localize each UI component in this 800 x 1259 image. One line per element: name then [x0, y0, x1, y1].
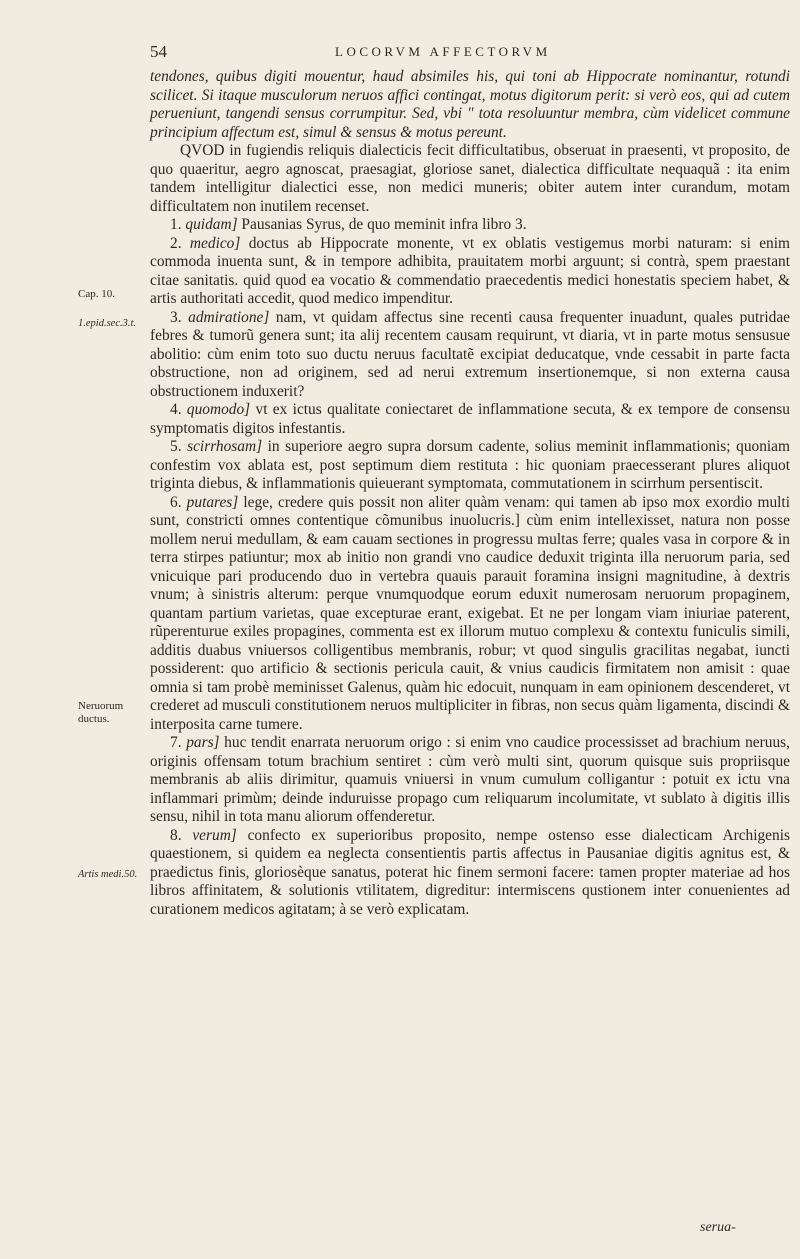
note-7: 7. pars] huc tendit enarrata neruorum origo : si enim vno caudice processisset ad brachium neruus, originis offensam totum brachium sentiret : cùm verò multi sint, quorum quisque suis propriisque membranis ab aliis dirimitur, quamuis vniuersi in vnum cumulum colligantur : potuit ex ictu vna inflammari primùm; deinde induruisse propago cum reliquarum incolumitate, vt sublato à digitis illis sensu, nihil in tota manu aliorum offenderetur. — [150, 734, 790, 825]
note-lemma: medico] — [189, 234, 241, 252]
note-2: 2. medico] doctus ab Hippocrate monente, vt ex oblatis vestigemus morbi naturam: si enim commoda inuenta sunt, & in tempore adhibita, prauitatem morbi arguunt; si contrà, spem praestant citae sanitatis. quid quod ea vocatio & commendatio praecedentis medici honestatis speciem habet, & artis authoritati accedit, quod medico impenditur. — [150, 234, 790, 307]
note-4: 4. quomodo] vt ex ictus qualitate coniectaret de inflammatione secuta, & ex tempore de consensu symptomatis digitos infestantis. — [150, 401, 790, 437]
note-lemma: quomodo] — [186, 401, 251, 418]
note-5: 5. scirrhosam] in superiore aegro supra dorsum cadente, solius meminit inflammationis; quoniam confestim vox ablata est, post septimum diem restituta : hic quoniam praecesserant plures aliquot triginta diebus, & inflammationis quieuerant symptomata, commutationem in scirrhum persentiscit. — [150, 438, 790, 492]
note-8: 8. verum] confecto ex superioribus proposito, nempe ostenso esse dialecticam Archigenis quaestionem, si quidem ea neglecta consentientis partis affectus in Pausaniae digitis agnitus est, & praedictus finis, gloriosèque sanatus, poterat hic finem sermoni facere: tamen propter materiae ad hos libros affinitatem, & solutionis vtilitatem, digreditur: intermiscens qustionem inter conuenientes ad curationem medicos agitatam; à se verò explicatam. — [150, 826, 790, 918]
margin-note-epid: 1.epid.sec.3.t. — [78, 318, 137, 329]
note-lemma: scirrhosam] — [187, 438, 263, 455]
margin-note-neruorum: Neruorum ductus. — [78, 700, 124, 725]
commentary-paragraph: QVOD in fugiendis reliquis dialecticis fecit difficultatibus, obseruat in praesenti, vt proposito, de quo quaeritur, aegro agnoscat, praesagiat, gloriose sanet, dialectica difficultate nequaquã : ita enim tandem intelligitur dialectici esse, non medici muneris; obiter autem inter curandum, motam difficultatem non inutilem recenset. — [150, 142, 790, 215]
page-header — [150, 42, 770, 64]
note-6: 6. putares] lege, credere quis possit non aliter quàm venam: qui tamen ab ipso mox exordio multi sunt, constricti omnes contentique cõmunibus inuolucris.] cùm enim intellexisset, natura non posse mollem nerui medullam, & eam cauam sectiones in progressu multas ferre; quales vasa in corpore & in terra stirpes patiuntur; mox ab initio non grandi vno caudice deduxit triginta illa neruorum paria, sed vnicuique pari producendo duo in vertebra quauis parauit foramina insigni magnitudine, à dextris vnum; à sinistris alterum: perque vnumquodque eorum eduxit numerosam neruorum propaginem, quantam partium varietas, quae excepturae erant, exigebat. Et ne per longam viam iniuriae paterent, rũperenturue exiles propagines, commenta est ex illorum mutuo complexu & contextu funiculis simili, additis duabus vniuersos colligentibus membranis, robur; vt quod singulis gracilitas negabat, iuncti possiderent: quo artificio & sectionis pericula cauit, & vnius caudicis firmitatem non amisit : quae omnia si tam probè meminisset Galenus, quàm hic edocuit, nunquam in eam opinionem descenderet, vt crederet ad musculi constitutionem neruos multipliciter in fibras, non secus quàm ligamenta, discindi & interposita carne tumere. — [150, 493, 790, 733]
catchword: serua- — [700, 1220, 736, 1235]
note-lemma: admiratione] — [188, 308, 270, 326]
page-number: 54 — [150, 42, 167, 61]
note-lemma: pars] — [186, 734, 220, 751]
note-3: 3. admiratione] nam, vt quidam affectus sine recenti causa frequenter inuadunt, quales putridae febres & tumorũ genera sunt; ita alij recentem causam requirunt, vt diaria, vt in parte motus sensusue abolitio: cùm enim toto suo ductu neruus facultatẽ excipiat deducatque, vnde cessabit in parte facta obstructione, non ad originem, sed ad nerui extremum insertionemque, si non externa causa obstructionem induxerit? — [150, 308, 791, 400]
note-1: 1. quidam] Pausanias Syrus, de quo meminit infra libro 3. — [170, 216, 527, 233]
note-lemma: quidam] — [185, 216, 238, 233]
running-title: LOCORVM AFFECTORVM — [335, 44, 551, 59]
margin-note-cap: Cap. 10. — [78, 288, 115, 300]
body-text — [150, 68, 790, 919]
intro-italic-passage: tendones, quibus digiti mouentur, haud absimiles his, qui toni ab Hippocrate nominantur, rotundi scilicet. Si itaque musculorum neruos affici contingat, motus digitorum perit: si verò eos, qui ad cutem perueniunt, tangendi sensus corrumpitur. Sed, vbi " tota resoluuntur membra, cùm videlicet commune principium affectum est, simul & sensus & motus pereunt. — [150, 68, 790, 141]
note-lemma: putares] — [186, 493, 239, 511]
note-lemma: verum] — [192, 826, 237, 844]
margin-note-artis: Artis medi.50. — [78, 869, 138, 880]
